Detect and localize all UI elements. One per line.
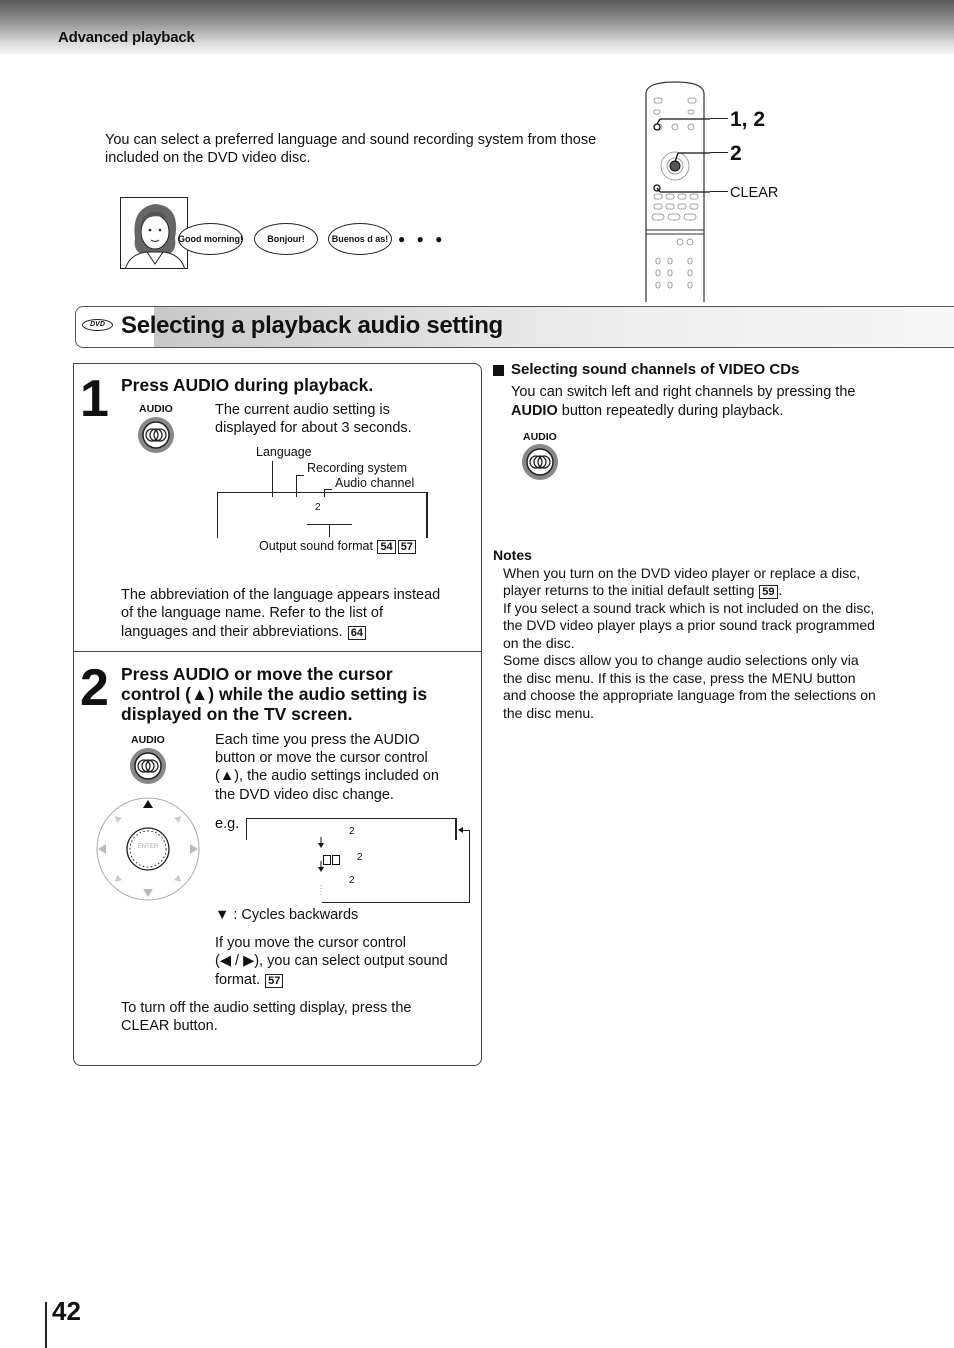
step-heading: displayed on the TV screen. (121, 704, 353, 724)
clear-text: CLEAR button. (121, 1018, 218, 1034)
step1-text: displayed for about 3 seconds. (215, 420, 412, 436)
speech-bubble: Buenos d as! (328, 223, 392, 255)
page-number-bar (45, 1302, 47, 1348)
note-text: the disc menu. If this is the case, press the MENU button (503, 670, 856, 686)
note-text: on the disc. (503, 635, 575, 651)
remote-callout-label: 1, 2 (730, 108, 766, 131)
abbrev-text: languages and their abbreviations. 64 (121, 623, 367, 642)
cycle-return-line (469, 830, 470, 903)
note-text: player returns to the initial default setting 59 . (503, 582, 783, 598)
page-number: 42 (52, 1296, 81, 1326)
cycle-arrows (316, 835, 326, 897)
step-heading: Press AUDIO during playback. (121, 375, 374, 395)
person-illustration (120, 197, 188, 269)
callout-line (710, 191, 728, 192)
page-ref: 57 (398, 540, 416, 554)
example-value: 2 (349, 875, 355, 886)
page-ref: 57 (265, 974, 283, 988)
step-number: 1 (80, 370, 107, 428)
speech-bubble: Bonjour! (254, 223, 318, 255)
note-text: If you select a sound track which is not included on the disc, (503, 600, 875, 616)
audio-button-label: AUDIO (139, 403, 173, 415)
remote-control-illustration (640, 80, 710, 302)
ellipsis-dots: ● ● ● (398, 232, 447, 246)
cursor-text: (◀ / ▶), you can select output sound (215, 953, 448, 969)
vcd-text: You can switch left and right channels by pressing the (511, 384, 856, 400)
cycle-arrow-head-icon (458, 827, 463, 833)
diagram-leader-line (324, 489, 332, 490)
diagram-label-language: Language (256, 445, 312, 459)
note-text: the disc menu. (503, 705, 595, 721)
audio-button-icon (137, 415, 175, 460)
audio-button-icon (129, 746, 167, 791)
dvd-badge: DVD (82, 319, 113, 331)
callout-line (710, 152, 728, 153)
example-value: 2 (357, 852, 363, 863)
example-value: 2 (349, 826, 355, 837)
diagram-leader-line (296, 475, 304, 476)
note-text: When you turn on the DVD video player or replace a disc, (503, 565, 861, 581)
diagram-leader-line (329, 524, 330, 537)
page-ref: 54 (377, 540, 395, 554)
square-bullet-icon (493, 365, 504, 376)
diagram-channel-value: 2 (315, 502, 321, 513)
cycle-return-line (322, 902, 470, 903)
intro-text: You can select a preferred language and sound recording system from those included on the DVD video disc. (105, 132, 597, 166)
clear-callout-label: CLEAR (730, 185, 779, 201)
enter-label: ENTER (137, 844, 159, 850)
diagram-label-recording-system: Recording system (307, 461, 408, 475)
step2-text: the DVD video disc change. (215, 787, 394, 803)
screen-display-box (217, 492, 428, 538)
page-ref: 64 (348, 626, 366, 640)
callout-line (710, 118, 728, 119)
step-divider (73, 651, 482, 652)
audio-button-icon (521, 442, 559, 487)
note-text: the DVD video player plays a prior sound track programmed (503, 617, 875, 633)
step2-text: (▲), the audio settings included on (215, 768, 439, 784)
clear-text: To turn off the audio setting display, press the (121, 1000, 412, 1016)
section-title: Selecting a playback audio setting (121, 312, 503, 339)
step-heading: Press AUDIO or move the cursor (121, 664, 393, 684)
speech-bubble: Good morning! (178, 223, 243, 255)
note-text: Some discs allow you to change audio selections only via (503, 652, 859, 668)
cursor-text: format. 57 (215, 971, 284, 990)
vcd-heading: Selecting sound channels of VIDEO CDs (511, 361, 800, 378)
step2-text: Each time you press the AUDIO (215, 732, 420, 748)
abbrev-text: The abbreviation of the language appears instead (121, 587, 441, 603)
step1-text: The current audio setting is (215, 402, 390, 418)
abbrev-text: of the language name. Refer to the list of (121, 605, 383, 621)
step-heading: control (▲) while the audio setting is (121, 684, 428, 704)
audio-button-label: AUDIO (523, 431, 557, 443)
eg-label: e.g. (215, 816, 240, 832)
section-label: Advanced playback (58, 29, 195, 46)
diagram-label-audio-channel: Audio channel (335, 476, 415, 490)
vcd-text: AUDIO button repeatedly during playback. (511, 403, 784, 419)
step-number: 2 (80, 659, 107, 717)
page-ref: 59 (759, 585, 777, 599)
cursor-text: If you move the cursor control (215, 935, 406, 951)
note-text: and choose the appropriate language from the selections on (503, 687, 876, 703)
audio-button-label: AUDIO (131, 734, 165, 746)
diagram-output-sound-format: Output sound format 54 57 (259, 539, 417, 554)
cycles-backwards-text: ▼ : Cycles backwards (215, 907, 359, 923)
notes-title: Notes (493, 547, 532, 563)
step2-text: button or move the cursor control (215, 750, 428, 766)
remote-callout-label: 2 (730, 142, 742, 165)
